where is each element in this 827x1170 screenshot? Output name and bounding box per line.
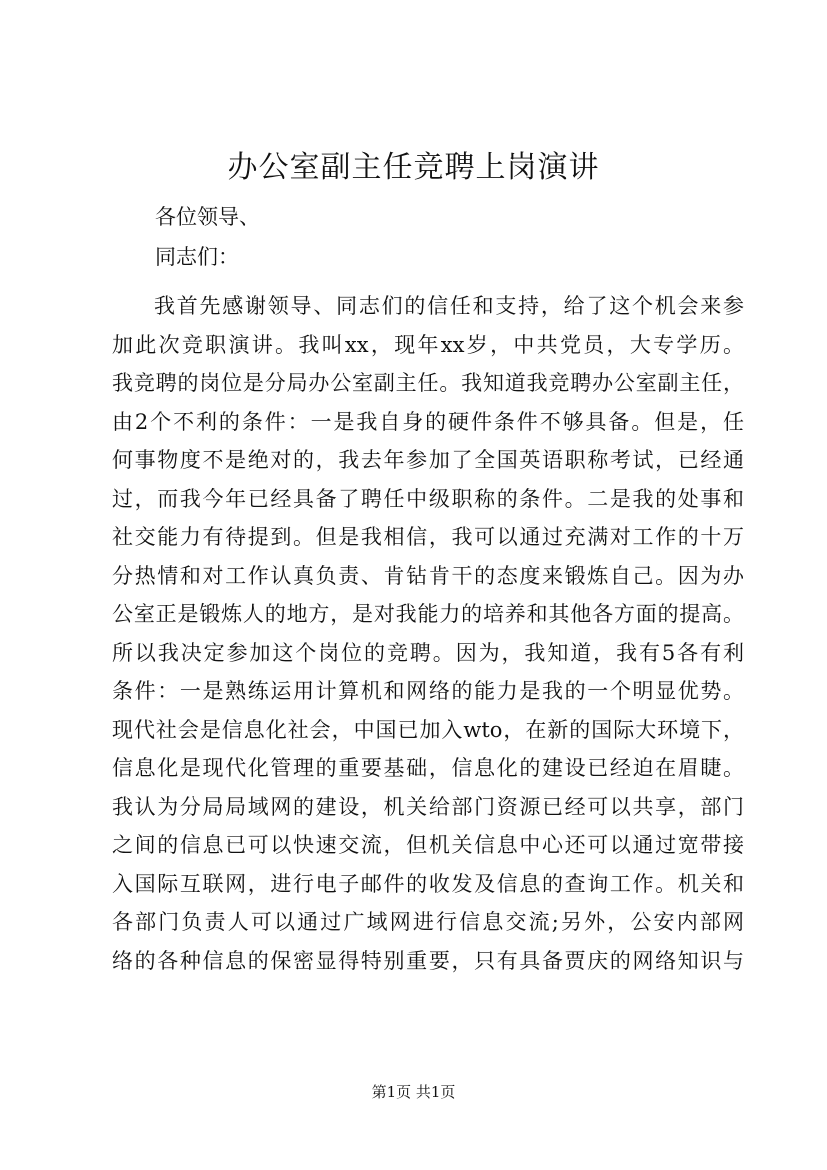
- body-line: 过，而我今年已经具备了聘任中级职称的条件。二是我的处事和: [112, 486, 744, 511]
- body-line: 公室正是锻炼人的地方，是对我能力的培养和其他各方面的提高。: [112, 602, 744, 626]
- body-line: 由2个不利的条件：一是我自身的硬件条件不够具备。但是，任: [112, 409, 744, 434]
- body-line: 何事物度不是绝对的，我去年参加了全国英语职称考试，已经通: [112, 448, 744, 472]
- page-footer: 第1页 共1页: [371, 1083, 456, 1101]
- body-line: 我竞聘的岗位是分局办公室副主任。我知道我竞聘办公室副主任，: [112, 371, 744, 395]
- body-paragraph: [112, 287, 744, 980]
- body-line: 我首先感谢领导、同志们的信任和支持，给了这个机会来参: [154, 294, 744, 318]
- body-line: 现代社会是信息化社会，中国已加入wto，在新的国际大环境下，: [112, 717, 744, 742]
- salutation-comrades: 同志们：: [155, 245, 239, 269]
- body-line: 络的各种信息的保密显得特别重要，只有具备贾庆的网络知识与: [112, 948, 744, 973]
- body-line: 社交能力有待提到。但是我相信，我可以通过充满对工作的十万: [112, 525, 744, 549]
- body-line: 我认为分局局域网的建设，机关给部门资源已经可以共享，部门: [112, 794, 744, 819]
- body-line: 入国际互联网，进行电子邮件的收发及信息的查询工作。机关和: [112, 871, 744, 896]
- body-line: 之间的信息已可以快速交流，但机关信息中心还可以通过宽带接: [112, 833, 744, 857]
- body-line: 分热情和对工作认真负责、肯钻肯干的态度来锻炼自己。因为办: [112, 563, 744, 588]
- body-line: 加此次竞职演讲。我叫xx，现年xx岁，中共党员，大专学历。: [112, 332, 744, 357]
- body-line: 各部门负责人可以通过广域网进行信息交流;另外，公安内部网: [112, 910, 744, 934]
- body-line: 条件：一是熟练运用计算机和网络的能力是我的一个明显优势。: [112, 679, 744, 703]
- body-line: 信息化是现代化管理的重要基础，信息化的建设已经迫在眉睫。: [112, 756, 744, 780]
- document-title: 办公室副主任竞聘上岗演讲: [227, 150, 600, 185]
- salutation-leaders: 各位领导、: [155, 205, 260, 229]
- body-line: 所以我决定参加这个岗位的竞聘。因为，我知道，我有5各有利: [112, 640, 744, 665]
